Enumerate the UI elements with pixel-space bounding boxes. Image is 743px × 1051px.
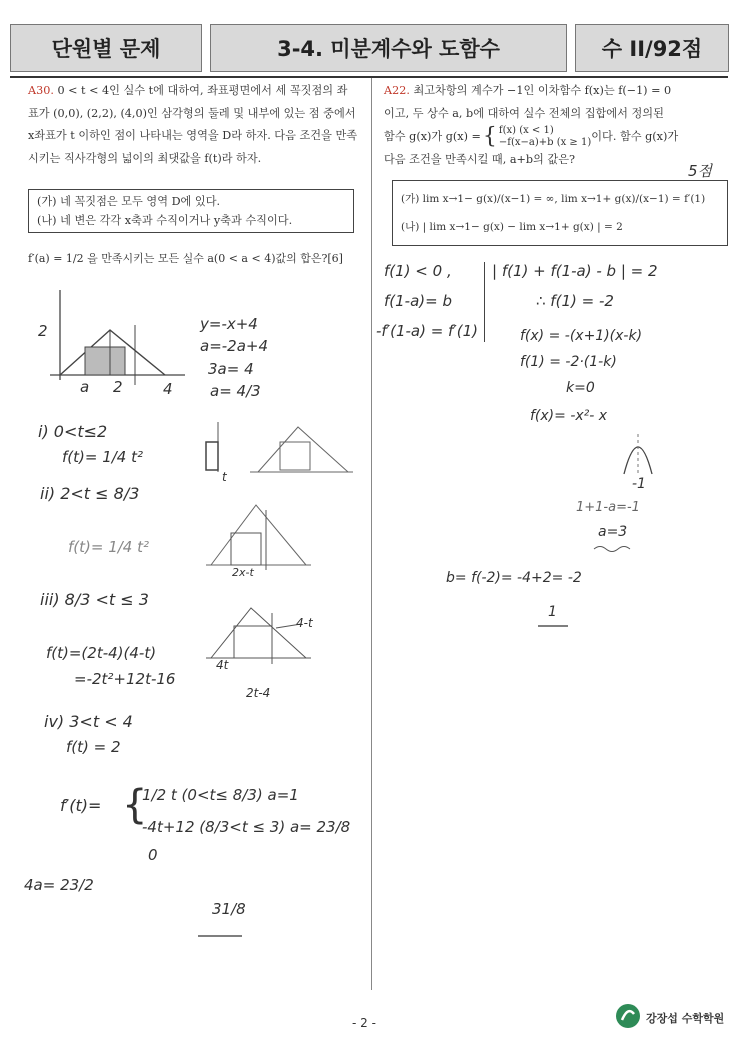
page-number: - 2 - [352,1016,376,1030]
a-underline [594,544,638,554]
problem-a22-line1: 최고차항의 계수가 −1인 이차함수 f(x)는 f(−1) = 0 [413,84,672,97]
brace: { [482,123,497,149]
r-eq2: f(1-a)= b [384,292,452,310]
header-center: 3-4. 미분계수와 도함수 [210,24,567,72]
r-eq9: f(x)= -x²- x [530,408,608,424]
sketch-4t: 4-t [296,616,313,630]
problem-a22-text [384,80,729,172]
header-right: 수 II/92점 [575,24,729,72]
sketch-2t4: 2t-4 [246,686,271,700]
case-1-f: f(t)= 1/4 t² [62,448,144,466]
case-4: iv) 3<t < 4 [44,712,133,731]
sketch-case2 [206,495,316,575]
a-eq-2: 3a= 4 [208,360,254,378]
case-4-f: f(t) = 2 [66,738,121,756]
case-1: i) 0<t≤2 [38,422,108,441]
a-eq-1: a=-2a+4 [200,337,269,355]
case-1: f(x) (x < 1) [498,125,554,136]
fprime-brace: { [122,782,148,828]
condition-na: (나) | lim x→1− g(x) − lim x→1+ g(x) | = 2 [401,221,623,233]
problem-a22-line3a: 함수 g(x)가 g(x) = [384,129,481,143]
header-rule [10,76,728,78]
answer: 31/8 [212,900,246,918]
problem-a22-conditions [392,180,728,246]
condition-ga: (가) lim x→1− g(x)/(x−1) = ∞, lim x→1+ g(x)/(x−1) = f′(1) [401,193,706,205]
r-eq1: f(1) < 0 , [384,262,452,280]
case-3: iii) 8/3 <t ≤ 3 [40,590,149,609]
parabola-sketch [620,428,660,478]
problem-a30-text [28,80,358,170]
sketch-label-2b: 2 [113,378,123,396]
r-eq3: -f′(1-a) = f′(1) [376,322,478,340]
line-eq: y=-x+4 [200,315,258,333]
answer-underline [198,930,248,942]
a-eq-3: a= 4/3 [210,382,261,400]
fprime-case2: -4t+12 (8/3<t ≤ 3) a= 23/8 [142,818,351,836]
case-2: ii) 2<t ≤ 8/3 [40,484,140,503]
fprime-case1: 1/2 t (0<t≤ 8/3) a=1 [142,786,299,804]
problem-a30-number: A30. [28,84,54,97]
r-answer-underline [538,622,572,632]
problem-a22-line3b: 이다. 함수 g(x)가 [591,129,679,143]
case-3-f1: f(t)=(2t-4)(4-t) [46,644,157,662]
r-eq11: 1+1-a=-1 [576,500,640,515]
sketch-t: t [222,470,227,484]
r-eq13: b= f(-2)= -4+2= -2 [446,570,582,586]
problem-a22-line4: 다음 조건을 만족시킬 때, a+b의 값은? [384,153,576,166]
r-eq5: ∴ f(1) = -2 [536,292,614,310]
sketch-case1 [188,412,358,482]
sketch-2xt: 2x-t [232,566,254,579]
problem-a22-number: A22. [384,84,410,97]
brand-logo-icon [614,1002,642,1030]
score-mark: 5점 [688,162,713,180]
condition-ga: (가) 네 꼭짓점은 모두 영역 D에 있다. [37,195,221,208]
fprime-case3: 0 [148,846,158,864]
problem-a30-body: 0 < t < 4인 실수 t에 대하여, 좌표평면에서 세 꼭짓점의 좌표가 (0,0), (2,2), (4,0)인 삼각형의 둘레 및 내부에 있는 점 중에서 x좌표가 t 이하인 점이 나타내는 영역을 D라 하자. 다음 조건을 만족시키는 직사각형의 넓이의 최댓값을 f(t)라 하자. [28,84,358,165]
r-eq7: f(1) = -2·(1-k) [520,354,617,370]
problem-a30-conditions [28,189,354,233]
fprime-label: f′(t)= [60,796,102,815]
r-eq8: k=0 [566,380,595,396]
r-divider [484,262,485,342]
sketch-label-2: 2 [38,322,48,340]
sum-eq: 4a= 23/2 [24,876,94,894]
case-2-f: f(t)= 1/4 t² [68,538,150,556]
column-divider [371,78,372,990]
sketch-4t2: 4t [216,658,229,672]
case-3-f2: =-2t²+12t-16 [74,670,176,688]
problem-a30-question: f′(a) = 1/2 을 만족시키는 모든 실수 a(0 < a < 4)값의 합은?[6] [28,252,343,265]
r-eq6: f(x) = -(x+1)(x-k) [520,328,643,344]
sketch-label-4: 4 [163,380,173,398]
case-2: −f(x−a)+b (x ≥ 1) [498,137,592,148]
problem-a22-line2: 이고, 두 상수 a, b에 대하여 실수 전체의 집합에서 정의된 [384,106,664,120]
header-left: 단원별 문제 [10,24,202,72]
sketch-label-a: a [80,378,90,396]
condition-na: (나) 네 변은 각각 x축과 수직이거나 y축과 수직이다. [37,214,293,227]
r-eq4: | f(1) + f(1-a) - b | = 2 [492,262,658,280]
r-eq10: -1 [632,476,646,492]
r-eq12: a=3 [598,524,628,540]
r-eq14: 1 [548,604,557,620]
brand-name: 강장섭 수학학원 [646,1012,725,1025]
